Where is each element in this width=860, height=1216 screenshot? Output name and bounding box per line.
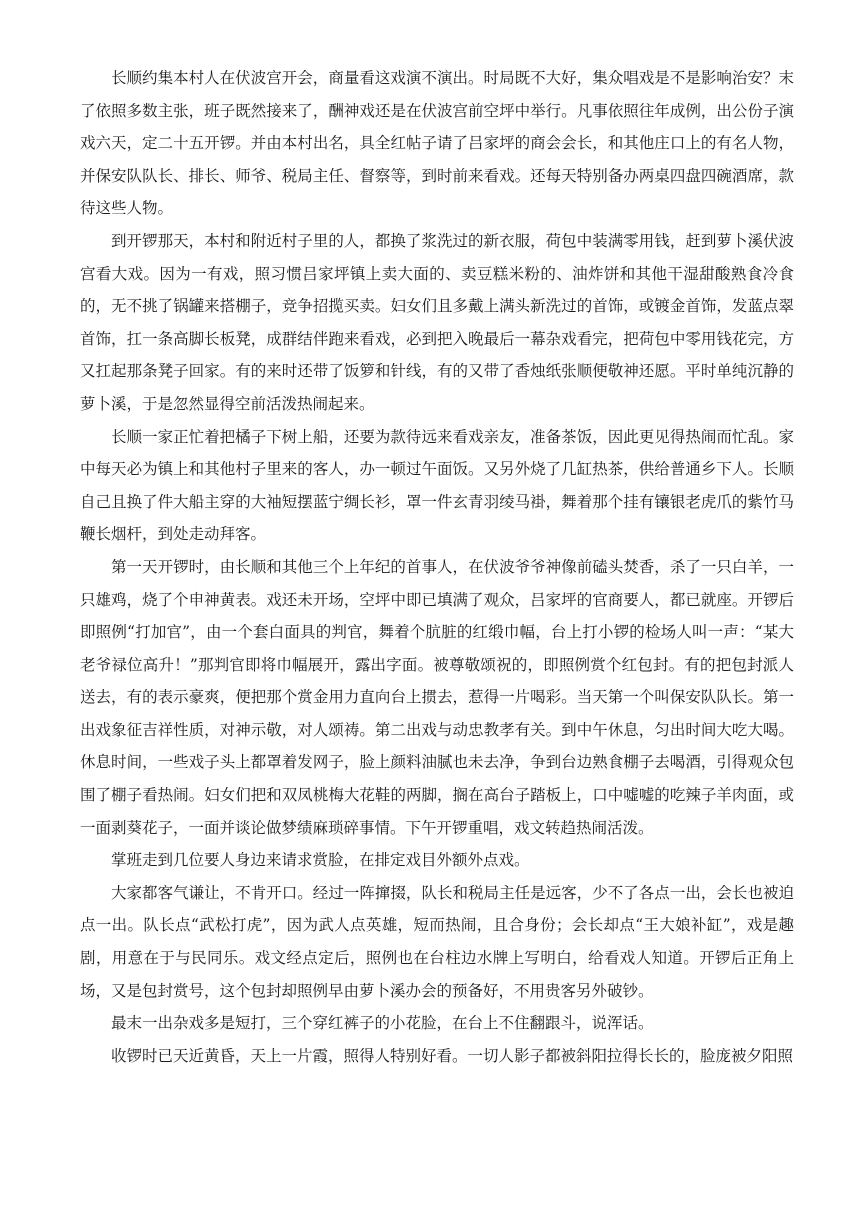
- paragraph-dusk: 收锣时已天近黄昏，天上一片霞，照得人特别好看。一切人影子都被斜阳拉得长长的，脸庞被夕阳照: [111, 1046, 794, 1065]
- paragraph-ordering-plays: 大家都客气谦让，不肯开口。经过一阵撺掇，队长和税局主任是远客，少不了各点一出，会长也被迫点一出。队长点“武松打虎”，因为武人点英雄，短而热闹，且合身份；会长却点“王大娘补缸”，戏是趣剧，用意在于与民同乐。戏文经点定后，照例也在台柱边水牌上写明白，给看戏人知道。开锣后正角上场，又是包封赏号，这个包封却照例早由萝卜溪办会的预备好，不用贵客另外破钞。: [80, 883, 794, 1000]
- paragraph-first-day: 第一天开锣时，由长顺和其他三个上年纪的首事人，在伏波爷爷神像前磕头焚香，杀了一只白羊，一只雄鸡，烧了个申神黄表。戏还未开场，空坪中即已填满了观众，吕家坪的官商要人，都已就座。开锣后即照例“打加官”，由一个套白面具的判官，舞着个肮脏的红缎巾幅，台上打小锣的检场人叫一声：“某大老爷禄位高升！”那判官即将巾幅展开，露出字面。被尊敬颂祝的，即照例赏个红包封。有的把包封派人送去，有的表示豪爽，便把那个赏金用力直向台上掼去，惹得一片喝彩。当天第一个叫保安队队长。第一出戏象征吉祥性质，对神示敬，对人颂祷。第二出戏与动忠教孝有关。到中午休息，匀出时间大吃大喝。休息时间，一些戏子头上都罩着发网子，脸上颜料油腻也未去净，争到台边熟食棚子去喝酒，引得观众包围了棚子看热闹。妇女们把和双凤桃梅大花鞋的两脚，搁在高台子踏板上，口中嘘嘘的吃辣子羊肉面，或一面剥葵花子，一面并谈论做梦绩麻琐碎事情。下午开锣重唱，戏文转趋热闹活泼。: [80, 557, 794, 837]
- document-body: [80, 62, 794, 1072]
- paragraph-changshun-family: 长顺一家正忙着把橘子下树上船，还要为款待远来看戏亲友，准备茶饭，因此更见得热闹而忙乱。家中每天必为镇上和其他村子里来的客人，办一顿过午面饭。又另外烧了几缸热茶，供给普通乡下人。长顺自己且换了件大船主穿的大袖短摆蓝宁绸长衫，罩一件玄青羽绫马褂，舞着那个挂有镶银老虎爪的紫竹马鞭长烟杆，到处走动拜客。: [80, 427, 794, 544]
- paragraph-opening-day-crowd: 到开锣那天，本村和附近村子里的人，都换了浆洗过的新衣服，荷包中装满零用钱，赶到萝卜溪伏波宫看大戏。因为一有戏，照习惯吕家坪镇上卖大面的、卖豆糕米粉的、油炸饼和其他干湿甜酸熟食冷食的，无不挑了锅罐来搭棚子，竞争招揽买卖。妇女们且多戴上满头新洗过的首饰，或镀金首饰，发蓝点翠首饰，扛一条高脚长板凳，成群结伴跑来看戏，必到把入晚最后一幕杂戏看完，把荷包中零用钱花完，方又扛起那条凳子回家。有的来时还带了饭箩和针线，有的又带了香烛纸张顺便敬神还愿。平时单纯沉静的萝卜溪，于是忽然显得空前活泼热闹起来。: [80, 231, 794, 413]
- paragraph-troupe-leader: 掌班走到几位要人身边来请求赏脸，在排定戏目外额外点戏。: [111, 851, 530, 870]
- paragraph-last-play: 最末一出杂戏多是短打，三个穿红裤子的小花脸，在台上不住翻跟斗，说浑话。: [111, 1014, 654, 1033]
- paragraph-meeting: 长顺约集本村人在伏波宫开会，商量看这戏演不演出。时局既不大好，集众唱戏是不是影响治安？末了依照多数主张，班子既然接来了，酬神戏还是在伏波宫前空坪中举行。凡事依照往年成例，出公份子演戏六天，定二十五开锣。并由本村出名，具全红帖子请了吕家坪的商会会长，和其他庄口上的有名人物，并保安队队长、排长、师爷、税局主任、督察等，到时前来看戏。还每天特别备办两桌四盘四碗酒席，款待这些人物。: [80, 69, 794, 218]
